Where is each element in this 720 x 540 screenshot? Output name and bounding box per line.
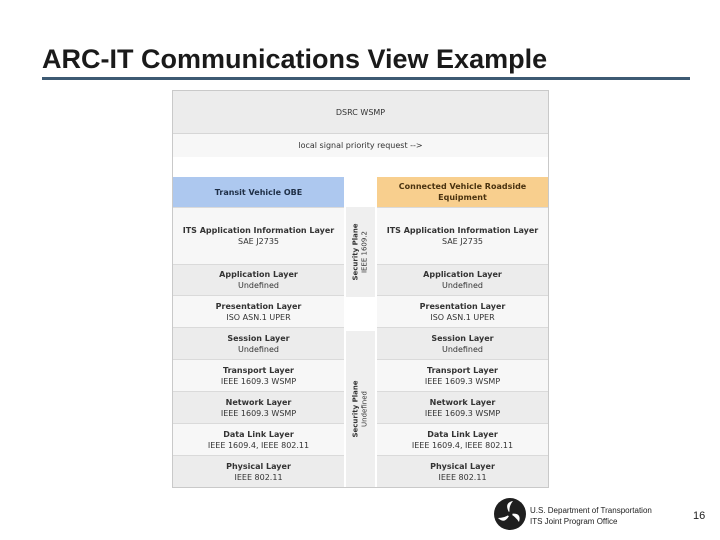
right-layer-name: Physical Layer — [430, 461, 495, 471]
left-layer-name: ITS Application Information Layer — [182, 226, 335, 235]
right-layer-name: ITS Application Information Layer — [386, 226, 539, 235]
right-layer-standard: IEEE 802.11 — [438, 472, 487, 482]
security-plane-bottom — [346, 331, 375, 487]
title-divider — [42, 77, 690, 80]
security-plane-top-standard: IEEE 1609.2 — [360, 230, 369, 274]
left-layer-name: Application Layer — [219, 270, 298, 279]
right-node-title-line2: Equipment — [438, 193, 487, 202]
footer-line-2: ITS Joint Program Office — [530, 517, 618, 526]
right-layer-name: Data Link Layer — [427, 429, 498, 439]
left-node-header — [173, 177, 344, 207]
top-protocol-label: DSRC WSMP — [335, 107, 386, 117]
right-layer-name: Session Layer — [431, 333, 494, 343]
right-layer — [377, 295, 548, 327]
left-node-title: Transit Vehicle OBE — [214, 187, 303, 197]
usdot-triskelion-icon — [493, 497, 527, 531]
footer-organization — [530, 505, 652, 527]
left-layer-standard: IEEE 1609.3 WSMP — [220, 408, 297, 418]
left-layer-name: Physical Layer — [226, 461, 291, 471]
left-layer — [173, 207, 344, 264]
right-layer-standard: IEEE 1609.3 WSMP — [424, 408, 501, 418]
left-layer-standard: IEEE 1609.3 WSMP — [220, 376, 297, 386]
left-layer — [173, 391, 344, 423]
right-layer — [377, 391, 548, 423]
left-layer — [173, 455, 344, 487]
right-layer — [377, 207, 548, 264]
right-layer — [377, 455, 548, 487]
right-layer — [377, 359, 548, 391]
security-plane-bottom-title: Security Plane — [351, 380, 360, 438]
right-layer — [377, 423, 548, 455]
right-layer-standard: Undefined — [441, 344, 484, 354]
right-node-title-line1: Connected Vehicle Roadside — [398, 182, 527, 191]
right-layer-standard: IEEE 1609.3 WSMP — [424, 376, 501, 386]
message-flow-box — [173, 133, 548, 157]
page-title: ARC-IT Communications View Example — [42, 44, 548, 74]
left-layer — [173, 264, 344, 295]
left-layer-name: Data Link Layer — [223, 429, 294, 439]
security-plane-top-title: Security Plane — [351, 223, 360, 281]
spacer — [173, 157, 548, 177]
footer-line-1: U.S. Department of Transportation — [530, 506, 652, 515]
right-layer-name: Application Layer — [423, 270, 502, 279]
communications-diagram — [172, 90, 549, 488]
left-layer-standard: IEEE 1609.4, IEEE 802.11 — [207, 440, 310, 450]
security-plane-bottom-standard: Undefined — [360, 391, 369, 427]
security-plane-top — [346, 207, 375, 297]
right-node-header — [377, 177, 548, 207]
left-layer — [173, 359, 344, 391]
left-layer-standard: ISO ASN.1 UPER — [226, 312, 291, 322]
left-layer — [173, 327, 344, 359]
message-flow-label: local signal priority request --> — [298, 141, 423, 150]
left-layer-standard: Undefined — [237, 281, 280, 290]
right-layer-name: Network Layer — [429, 397, 496, 407]
left-layer-standard: SAE J2735 — [237, 237, 279, 246]
right-layer-standard: ISO ASN.1 UPER — [430, 312, 495, 322]
right-layer-standard: SAE J2735 — [441, 237, 483, 246]
right-layer-standard: Undefined — [441, 281, 484, 290]
left-layer-standard: Undefined — [237, 344, 280, 354]
top-protocol-box — [173, 91, 548, 133]
right-layer-name: Transport Layer — [427, 365, 498, 375]
right-layer — [377, 327, 548, 359]
right-layer-standard: IEEE 1609.4, IEEE 802.11 — [411, 440, 514, 450]
left-layer-standard: IEEE 802.11 — [234, 472, 283, 482]
left-layer — [173, 423, 344, 455]
left-layer-name: Transport Layer — [223, 365, 294, 375]
left-layer-name: Session Layer — [227, 333, 290, 343]
left-layer-name: Network Layer — [225, 397, 292, 407]
right-layer — [377, 264, 548, 295]
page-number: 16 — [693, 510, 706, 522]
left-layer-name: Presentation Layer — [215, 301, 302, 311]
right-layer-name: Presentation Layer — [419, 301, 506, 311]
left-layer — [173, 295, 344, 327]
